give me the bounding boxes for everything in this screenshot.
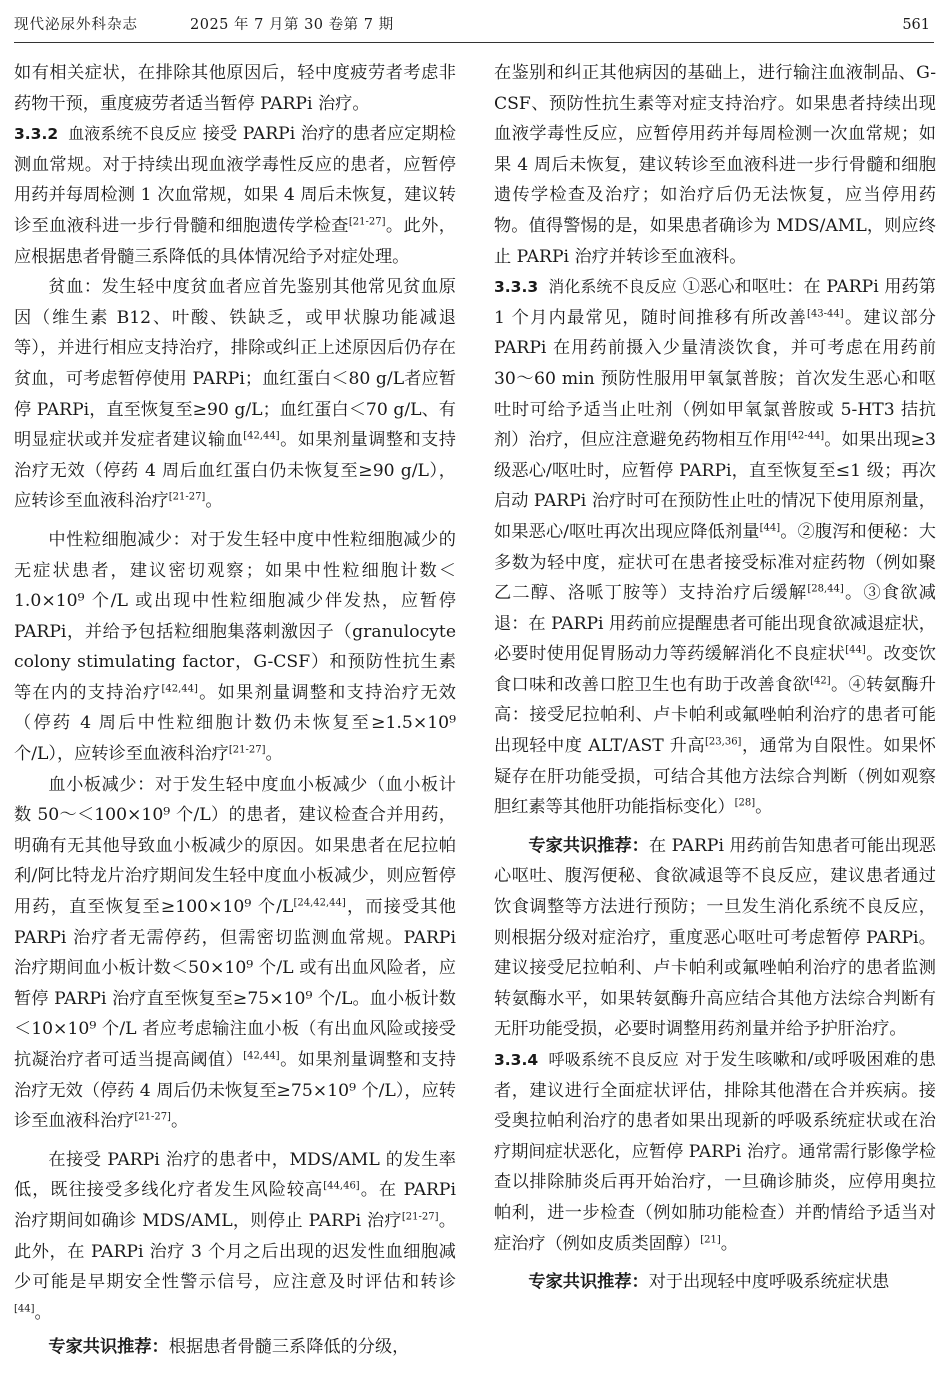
- paragraph-text: 对于发生咳嗽和/或呼吸困难的患者，建议进行全面症状评估，排除其他潜在合并疾病。接受奥拉帕利治疗的患者如果出现新的呼吸系统症状或在治疗期间症状恶化，应暂停 PARPi 治疗。通常需行影像学检查以排除肺炎后再开始治疗，一旦确诊肺炎，应停用奥拉帕利，进一步检查（例如肺功能检查）并酌情给予适当对症治疗（例如皮质类固醇）: [494, 1050, 936, 1254]
- citation: [28]: [734, 797, 756, 809]
- paragraph-text: 。: [170, 1111, 189, 1132]
- section-title: 血液系统不良反应: [68, 124, 197, 144]
- paragraph-text: 在接受 PARPi 治疗的患者中，MDS/AML 的发生率低，既往接受多线化疗者发生风险较高: [14, 1149, 456, 1201]
- recommendation-text: 对于出现轻中度呼吸系统症状患: [648, 1272, 890, 1293]
- section-number: 3.3.4: [494, 1051, 539, 1069]
- citation: [21-27]: [348, 216, 386, 228]
- paragraph-text: 。如果剂量调整和支持治疗无效（停药 4 周后仍未恢复至≥75×10⁹ 个/L），应转诊至血液科治疗: [14, 1050, 456, 1132]
- citation: [44]: [14, 1303, 35, 1315]
- paragraph-mds-aml: [14, 1145, 456, 1329]
- citation: [42]: [810, 675, 831, 687]
- paragraph-text: 中性粒细胞减少：对于发生轻中度中性粒细胞减少的无症状患者，建议密切观察；如果中性粒细胞计数＜1.0×10⁹ 个/L 或出现中性粒细胞减少伴发热，应暂停 PARPi，并给予包括粒细胞集落刺激因子（granulocyte colony stimulating factor，G-CSF）和预防性抗生素等在内的支持治疗: [14, 529, 456, 703]
- recommendation-label: 专家共识推荐：: [48, 1337, 169, 1358]
- paragraph-text: 。此外，在 PARPi 治疗 3 个月之后出现的迟发性血细胞减少可能是早期安全性警示信号，应注意及时评估和转诊: [14, 1210, 456, 1293]
- citation: [44]: [845, 644, 866, 656]
- paragraph: [14, 58, 456, 119]
- paragraph-text: 。: [720, 1233, 738, 1254]
- paragraph-text: 。如果剂量调整和支持治疗无效（停药 4 周后血红蛋白仍未恢复至≥90 g/L），应转诊至血液科治疗: [14, 430, 456, 512]
- citation: [28,44]: [807, 583, 844, 595]
- issue-info: 2025 年 7 月第 30 卷第 7 期: [190, 17, 394, 33]
- citation: [21-27]: [168, 491, 206, 503]
- citation: [42,44]: [243, 430, 280, 442]
- section-3-3-2: [14, 119, 456, 272]
- recommendation-text: 在鉴别和纠正其他病因的基础上，进行输注血液制品、G-CSF、预防性抗生素等对症支持治疗。如果患者持续出现血液学毒性反应，应暂停用药并每周检测一次血常规；如果 4 周后未恢复，建议转诊至血液科进一步行骨髓和细胞遗传学检查及治疗；如治疗后仍无法恢复，应当停用药物。值得警惕的是，如果患者确诊为 MDS/AML，则应终止 PARPi 治疗并转诊至血液科。: [494, 63, 936, 267]
- section-title: 呼吸系统不良反应: [548, 1050, 680, 1069]
- recommendation-label: 专家共识推荐：: [528, 835, 649, 856]
- section-number: 3.3.3: [494, 278, 539, 297]
- running-header: [14, 8, 934, 43]
- paragraph-text: 。改变饮食口味和改善口腔卫生也有助于改善食欲: [494, 644, 936, 695]
- journal-title: 现代泌尿外科杂志: [14, 17, 138, 33]
- paragraph-text: 。建议部分 PARPi 在用药前摄入少量清淡饮食，并可考虑在用药前 30～60 min 预防性服用甲氧氯普胺；首次发生恶心和呕吐时可给予适当止吐剂（例如甲氧氯普胺或 5-HT3 拮抗剂）治疗，但应注意避免药物相互作用: [494, 307, 936, 451]
- paragraph-thrombocytopenia: [14, 770, 456, 1137]
- paragraph-text: 血小板减少：对于发生轻中度血小板减少（血小板计数 50～＜100×10⁹ 个/L）的患者，建议检查合并用药，明确有无其他导致血小板减少的原因。如果患者在尼拉帕利/阿比特龙片治疗期间发生轻中度血小板减少，则应暂停用药，直至恢复至≥100×10⁹ 个/L: [14, 774, 456, 918]
- paragraph-text: 。如果剂量调整和支持治疗无效（停药 4 周后中性粒细胞计数仍未恢复至≥1.5×10⁹ 个/L），应转诊至血液科治疗: [14, 682, 456, 765]
- recommendation-text: 在 PARPi 用药前告知患者可能出现恶心呕吐、腹泻便秘、食欲减退等不良反应，建议患者通过饮食调整等方法进行预防；一旦发生消化系统不良反应，则根据分级对症治疗，重度恶心呕吐可考虑暂停 PARPi。建议接受尼拉帕利、卢卡帕利或氟唑帕利治疗的患者监测转氨酶水平，如果转氨酶升高应结合其他方法综合判断有无肝功能受损，必要时调整用药剂量并给予护肝治疗。: [494, 835, 936, 1040]
- paragraph-text: 。此外，应根据患者骨髓三系降低的具体情况给予对症处理。: [14, 215, 456, 267]
- paragraph-neutropenia: [14, 525, 456, 770]
- citation: [43-44]: [807, 308, 844, 320]
- left-column: [14, 58, 456, 1363]
- citation: [23,36]: [705, 736, 742, 748]
- paragraph-text: 。: [265, 744, 283, 765]
- citation: [42,44]: [243, 1050, 280, 1062]
- citation: [21-27]: [228, 744, 266, 756]
- paragraph-text: 。如果出现≥3 级恶心/呕吐时，应暂停 PARPi，直至恢复至≤1 级；再次启动 PARPi 治疗时可在预防性止吐的情况下使用原剂量，如果恶心/呕吐再次出现应降低剂量: [494, 430, 936, 542]
- section-title: 消化系统不良反应: [548, 277, 677, 297]
- paragraph-text: 。④转氨酶升高：接受尼拉帕利、卢卡帕利或氟唑帕利治疗的患者可能出现轻中度 ALT/AST 升高: [494, 674, 936, 757]
- expert-recommendation-continued: [494, 58, 936, 272]
- paragraph-text: 。②腹泻和便秘：大多数为轻中度，症状可在患者接受标准对症药物（例如聚乙二醇、洛哌丁胺等）支持治疗后缓解: [494, 521, 936, 604]
- citation: [21-27]: [401, 1211, 439, 1223]
- expert-recommendation: [494, 1267, 936, 1298]
- citation: [24,42,44]: [293, 897, 346, 909]
- citation: [21-27]: [134, 1111, 171, 1123]
- section-number: 3.3.2: [14, 125, 59, 144]
- citation: [42,44]: [161, 683, 198, 695]
- paragraph-text: ①恶心和呕吐：在 PARPi 用药第 1 个月内最常见，随时间推移有所改善: [494, 277, 936, 328]
- paragraph-text: 如有相关症状，在排除其他原因后，轻中度疲劳者考虑非药物干预，重度疲劳者适当暂停 PARPi 治疗。: [14, 63, 456, 114]
- paragraph-text: 。: [205, 491, 223, 512]
- right-column: [494, 58, 936, 1298]
- paragraph-text: ，通常为自限性。如果怀疑存在肝功能受损，可结合其他方法综合判断（例如观察胆红素等其他肝功能指标变化）: [494, 736, 936, 818]
- paragraph-text: 。③食欲减退：在 PARPi 用药前应提醒患者可能出现食欲减退症状，必要时使用促胃肠动力等药缓解消化不良症状: [494, 583, 936, 665]
- recommendation-text: 根据患者骨髓三系降低的分级，: [168, 1337, 410, 1358]
- section-3-3-3: [494, 272, 936, 823]
- expert-recommendation: [14, 1332, 456, 1363]
- paragraph-text: 贫血：发生轻中度贫血者应首先鉴别其他常见贫血原因（维生素 B12、叶酸、铁缺乏，或甲状腺功能减退等），并进行相应支持治疗，排除或纠正上述原因后仍存在贫血，可考虑暂停使用 PARPi；血红蛋白＜80 g/L者应暂停 PARPi，直至恢复至≥90 g/L；血红蛋白＜70 g/L、有明显症状或并发症者建议输血: [14, 277, 456, 451]
- paragraph-text: 。在 PARPi 治疗期间如确诊 MDS/AML，则停止 PARPi 治疗: [14, 1180, 456, 1231]
- paragraph-anemia: [14, 272, 456, 517]
- citation: [21]: [700, 1233, 721, 1245]
- citation: [42-44]: [787, 430, 825, 442]
- expert-recommendation: [494, 831, 936, 1045]
- citation: [44,46]: [323, 1180, 360, 1192]
- page-number: 561: [902, 17, 930, 33]
- section-3-3-4: [494, 1045, 936, 1259]
- paragraph-text: 。: [34, 1302, 52, 1323]
- paragraph-text: ，而接受其他 PARPi 治疗者无需停药，但需密切监测血常规。PARPi 治疗期间血小板计数＜50×10⁹ 个/L 或有出血风险者，应暂停 PARPi 治疗直至恢复至≥75×10⁹ 个/L。血小板计数＜10×10⁹ 个/L 者应考虑输注血小板（有出血风险或接受抗凝治疗者可适当提高阈值）: [14, 897, 456, 1070]
- recommendation-label: 专家共识推荐：: [528, 1272, 649, 1293]
- paragraph-text: 接受 PARPi 治疗的患者应定期检测血常规。对于持续出现血液学毒性反应的患者，应暂停用药并每周检测 1 次血常规，如果 4 周后未恢复，建议转诊至血液科进一步行骨髓和细胞遗传学检查: [14, 124, 456, 236]
- citation: [44]: [759, 522, 781, 534]
- paragraph-text: 。: [755, 797, 773, 818]
